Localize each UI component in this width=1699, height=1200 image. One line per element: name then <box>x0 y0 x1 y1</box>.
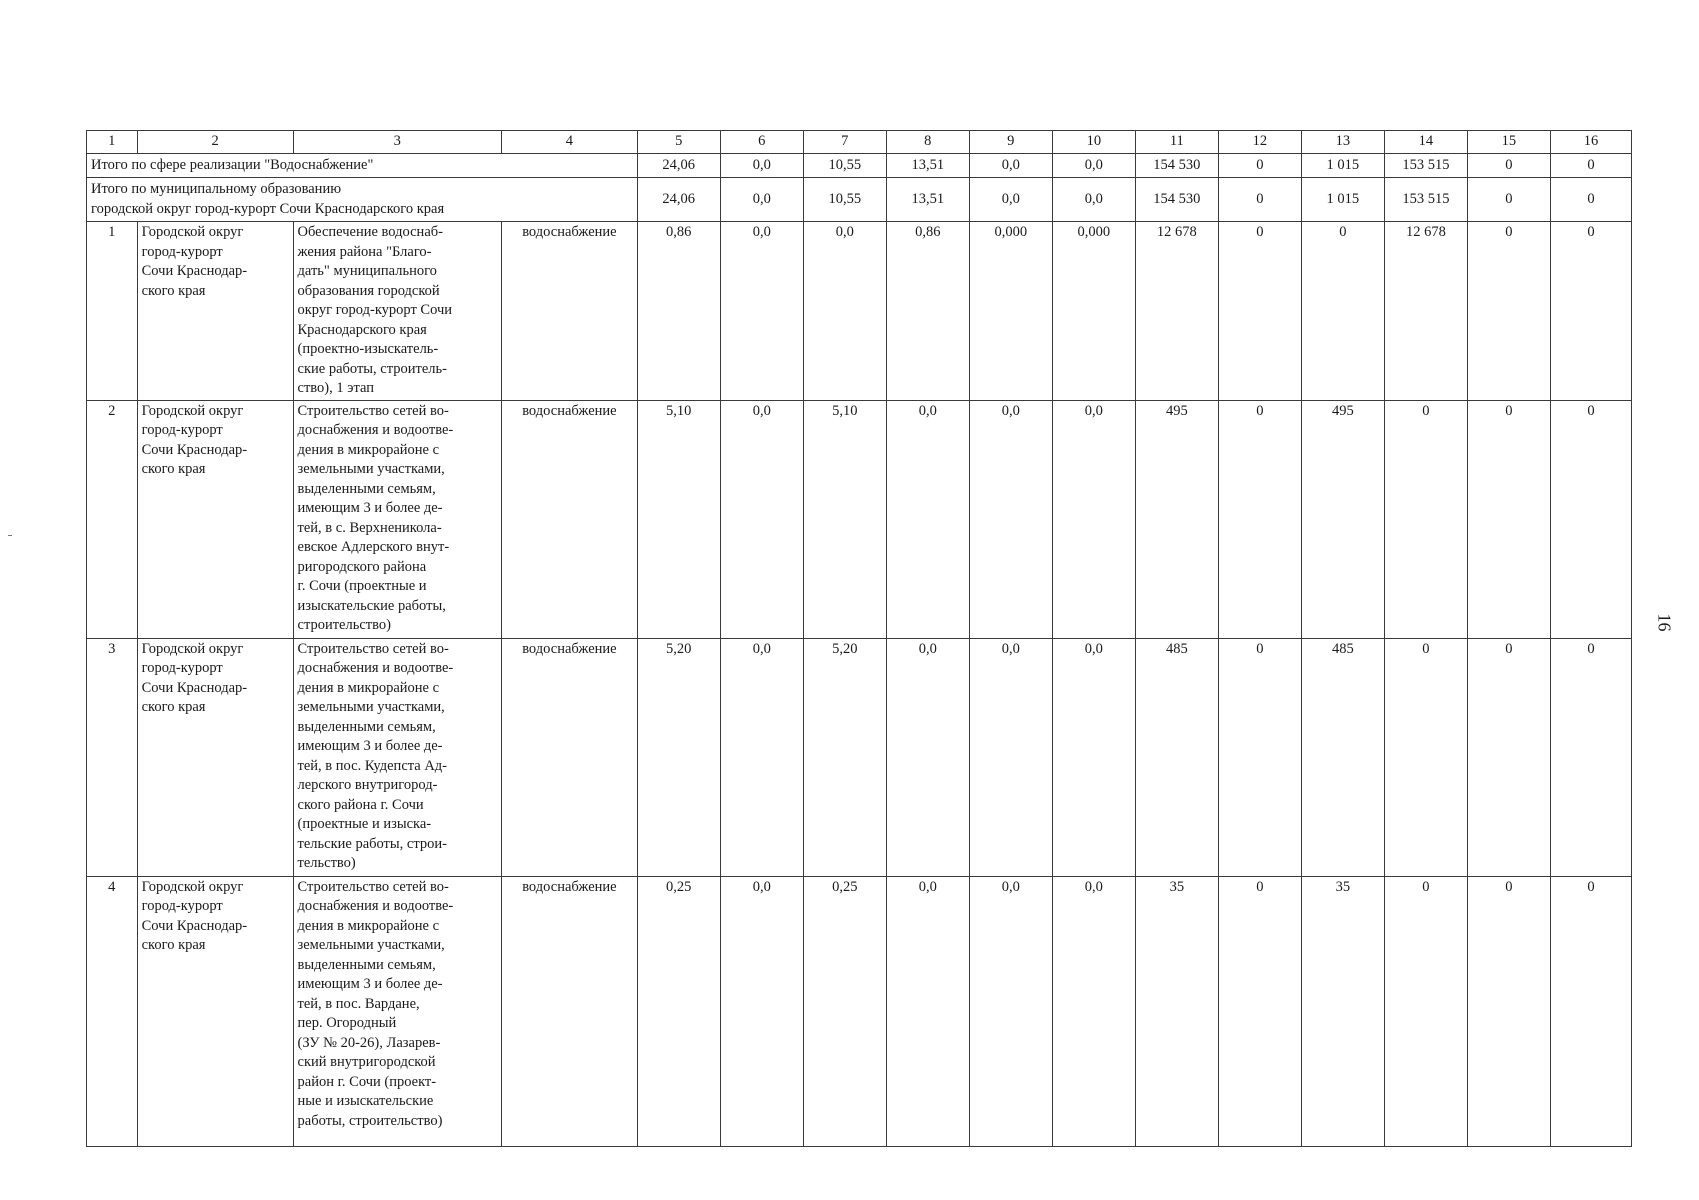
column-number: 7 <box>803 131 886 154</box>
text-line: ского района г. Сочи <box>297 796 424 813</box>
value-cell: 0,0 <box>969 876 1052 1146</box>
text-line: Краснодарского края <box>297 321 427 338</box>
text-line: ского края <box>141 282 206 299</box>
column-number: 9 <box>969 131 1052 154</box>
total-cell: 154 530 <box>1135 154 1218 178</box>
text-line: Сочи Краснодар- <box>141 679 248 696</box>
municipality-cell <box>137 638 293 876</box>
text-line: Городской округ <box>141 402 244 419</box>
column-number: 11 <box>1135 131 1218 154</box>
value-cell: 5,20 <box>637 638 720 876</box>
row-number: 3 <box>87 638 138 876</box>
total-label: Итого по сфере реализации "Водоснабжение" <box>87 154 638 178</box>
municipality-total-row <box>87 178 1632 222</box>
total-cell: 0,0 <box>969 154 1052 178</box>
description-cell <box>293 638 502 876</box>
text-line: Сочи Краснодар- <box>141 263 248 279</box>
value-cell: 0,0 <box>720 222 803 401</box>
scan-mark <box>8 535 12 536</box>
text-line: изыскательские работы, <box>297 597 446 614</box>
value-cell: 0 <box>1218 638 1301 876</box>
text-line: тей, в с. Верхнениколa- <box>297 519 442 536</box>
total-cell: 0 <box>1218 178 1301 222</box>
column-number: 3 <box>293 131 502 154</box>
value-cell: 0 <box>1301 222 1384 401</box>
value-cell: 35 <box>1301 876 1384 1146</box>
sphere-cell: водоснабжение <box>502 876 638 1146</box>
value-cell: 0 <box>1384 876 1467 1146</box>
text-line: выделенными семьям, <box>297 480 436 497</box>
municipality-cell <box>137 400 293 638</box>
text-line: евское Адлерского внут- <box>297 539 450 555</box>
total-cell: 153 515 <box>1384 178 1467 222</box>
text-line: тей, в пос. Кудепста Ад- <box>297 757 448 774</box>
text-line: доснабжения и водоотве- <box>297 660 454 676</box>
column-number: 8 <box>886 131 969 154</box>
text-line: имеющим 3 и более де- <box>297 500 443 516</box>
column-number: 13 <box>1301 131 1384 154</box>
text-line: тей, в пос. Вардане, <box>297 995 420 1012</box>
text-line: Городской округ <box>141 224 244 240</box>
text-line: имеющим 3 и более де- <box>297 976 443 992</box>
sphere-cell: водоснабжение <box>502 638 638 876</box>
value-cell: 0,0 <box>1052 400 1135 638</box>
value-cell: 0,0 <box>886 638 969 876</box>
text-line: (проектно-изыскатель- <box>297 341 439 357</box>
text-line: ского края <box>141 461 206 477</box>
text-line: ский внутригородской <box>297 1054 436 1070</box>
value-cell: 0,86 <box>637 222 720 401</box>
value-cell: 495 <box>1135 400 1218 638</box>
text-line: город-курорт <box>141 243 223 260</box>
sphere-total-row <box>87 154 1632 178</box>
row-number: 2 <box>87 400 138 638</box>
column-number: 5 <box>637 131 720 154</box>
sphere-cell: водоснабжение <box>502 222 638 401</box>
value-cell: 0 <box>1384 638 1467 876</box>
value-cell: 0,25 <box>637 876 720 1146</box>
text-line: город-курорт <box>141 898 223 914</box>
value-cell: 0 <box>1218 222 1301 401</box>
text-line: пер. Огородный <box>297 1015 397 1031</box>
text-line: имеющим 3 и более де- <box>297 738 443 754</box>
value-cell: 0,0 <box>803 222 886 401</box>
text-line: образования городской <box>297 282 440 299</box>
total-cell: 0 <box>1467 154 1550 178</box>
value-cell: 0,0 <box>720 876 803 1146</box>
total-cell: 0 <box>1550 178 1631 222</box>
text-line: дать" муниципального <box>297 263 437 279</box>
text-line: ского края <box>141 937 206 953</box>
table-row <box>87 876 1632 1146</box>
value-cell: 0 <box>1384 400 1467 638</box>
value-cell: 12 678 <box>1135 222 1218 401</box>
row-number: 4 <box>87 876 138 1146</box>
table-row <box>87 638 1632 876</box>
text-line: земельными участками, <box>297 699 445 715</box>
value-cell: 485 <box>1301 638 1384 876</box>
column-number: 16 <box>1550 131 1631 154</box>
text-line: ство), 1 этап <box>297 380 374 396</box>
value-cell: 0 <box>1550 222 1631 401</box>
total-cell: 1 015 <box>1301 154 1384 178</box>
value-cell: 5,10 <box>637 400 720 638</box>
text-line: тельские работы, строи- <box>297 835 447 852</box>
text-line: ригородского района <box>297 558 427 575</box>
description-cell <box>293 876 502 1146</box>
description-cell <box>293 400 502 638</box>
value-cell: 35 <box>1135 876 1218 1146</box>
text-line: доснабжения и водоотве- <box>297 898 454 914</box>
text-line: строительство) <box>297 617 391 633</box>
text-line: тельство) <box>297 855 356 871</box>
page-number: 16 <box>1654 613 1675 632</box>
text-line: ского края <box>141 699 206 715</box>
text-line: дения в микрорайоне с <box>297 679 440 696</box>
column-number: 1 <box>87 131 138 154</box>
value-cell: 485 <box>1135 638 1218 876</box>
table-row <box>87 222 1632 401</box>
value-cell: 12 678 <box>1384 222 1467 401</box>
value-cell: 0,25 <box>803 876 886 1146</box>
column-number-row <box>87 131 1632 154</box>
value-cell: 5,20 <box>803 638 886 876</box>
municipality-cell <box>137 222 293 401</box>
total-cell: 0 <box>1467 178 1550 222</box>
total-cell: 0 <box>1550 154 1631 178</box>
total-cell: 0,0 <box>1052 154 1135 178</box>
investment-table <box>86 130 1632 1147</box>
text-line: земельными участками, <box>297 461 445 477</box>
total-cell: 0,0 <box>720 178 803 222</box>
text-line: г. Сочи (проектные и <box>297 578 427 594</box>
total-cell: 13,51 <box>886 178 969 222</box>
value-cell: 0,86 <box>886 222 969 401</box>
text-line: ные и изыскательские <box>297 1093 434 1109</box>
value-cell: 0,0 <box>1052 638 1135 876</box>
value-cell: 0,0 <box>720 400 803 638</box>
value-cell: 0,000 <box>1052 222 1135 401</box>
value-cell: 0 <box>1218 876 1301 1146</box>
text-line: доснабжения и водоотве- <box>297 422 454 438</box>
text-line: дения в микрорайоне с <box>297 917 440 934</box>
column-number: 4 <box>502 131 638 154</box>
text-line: ские работы, строитель- <box>297 360 447 377</box>
total-cell: 154 530 <box>1135 178 1218 222</box>
sphere-cell: водоснабжение <box>502 400 638 638</box>
text-line: выделенными семьям, <box>297 956 436 973</box>
value-cell: 495 <box>1301 400 1384 638</box>
column-number: 12 <box>1218 131 1301 154</box>
total-cell: 10,55 <box>803 154 886 178</box>
column-number: 15 <box>1467 131 1550 154</box>
municipality-cell <box>137 876 293 1146</box>
total-cell: 13,51 <box>886 154 969 178</box>
total-label-line: Итого по муниципальному образованию <box>91 181 342 197</box>
value-cell: 0 <box>1218 400 1301 638</box>
column-number: 10 <box>1052 131 1135 154</box>
text-line: Городской округ <box>141 640 244 657</box>
total-cell: 24,06 <box>637 178 720 222</box>
total-cell: 0,0 <box>720 154 803 178</box>
value-cell: 0 <box>1467 876 1550 1146</box>
text-line: Городской округ <box>141 878 244 895</box>
value-cell: 5,10 <box>803 400 886 638</box>
text-line: Строительство сетей во- <box>297 878 449 895</box>
value-cell: 0,0 <box>886 876 969 1146</box>
value-cell: 0 <box>1467 638 1550 876</box>
value-cell: 0 <box>1550 638 1631 876</box>
value-cell: 0 <box>1467 400 1550 638</box>
value-cell: 0,0 <box>720 638 803 876</box>
column-number: 6 <box>720 131 803 154</box>
total-label-line: городской округ город-курорт Сочи Краснодарского края <box>91 200 445 217</box>
total-cell: 153 515 <box>1384 154 1467 178</box>
text-line: Обеспечение водоснаб- <box>297 224 443 240</box>
text-line: Строительство сетей во- <box>297 640 449 657</box>
total-cell: 24,06 <box>637 154 720 178</box>
total-cell: 1 015 <box>1301 178 1384 222</box>
value-cell: 0 <box>1550 876 1631 1146</box>
text-line: земельными участками, <box>297 937 445 953</box>
text-line: район г. Сочи (проект- <box>297 1073 437 1090</box>
value-cell: 0 <box>1467 222 1550 401</box>
total-cell: 0 <box>1218 154 1301 178</box>
text-line: Сочи Краснодар- <box>141 917 248 934</box>
text-line: (ЗУ № 20-26), Лазарев- <box>297 1034 441 1051</box>
text-line: (проектные и изыска- <box>297 816 432 832</box>
value-cell: 0,000 <box>969 222 1052 401</box>
text-line: округ город-курорт Сочи <box>297 302 453 318</box>
municipality-total-label <box>87 178 638 222</box>
total-cell: 0,0 <box>1052 178 1135 222</box>
text-line: лерского внутригород- <box>297 777 438 793</box>
table-row <box>87 400 1632 638</box>
text-line: жения района "Благо- <box>297 243 432 260</box>
text-line: Сочи Краснодар- <box>141 441 248 458</box>
text-line: работы, строительство) <box>297 1112 443 1129</box>
description-cell <box>293 222 502 401</box>
row-number: 1 <box>87 222 138 401</box>
value-cell: 0,0 <box>969 638 1052 876</box>
column-number: 2 <box>137 131 293 154</box>
value-cell: 0 <box>1550 400 1631 638</box>
text-line: дения в микрорайоне с <box>297 441 440 458</box>
text-line: выделенными семьям, <box>297 718 436 735</box>
text-line: город-курорт <box>141 422 223 438</box>
text-line: Строительство сетей во- <box>297 402 449 419</box>
text-line: город-курорт <box>141 660 223 676</box>
value-cell: 0,0 <box>886 400 969 638</box>
value-cell: 0,0 <box>1052 876 1135 1146</box>
column-number: 14 <box>1384 131 1467 154</box>
value-cell: 0,0 <box>969 400 1052 638</box>
total-cell: 10,55 <box>803 178 886 222</box>
total-cell: 0,0 <box>969 178 1052 222</box>
